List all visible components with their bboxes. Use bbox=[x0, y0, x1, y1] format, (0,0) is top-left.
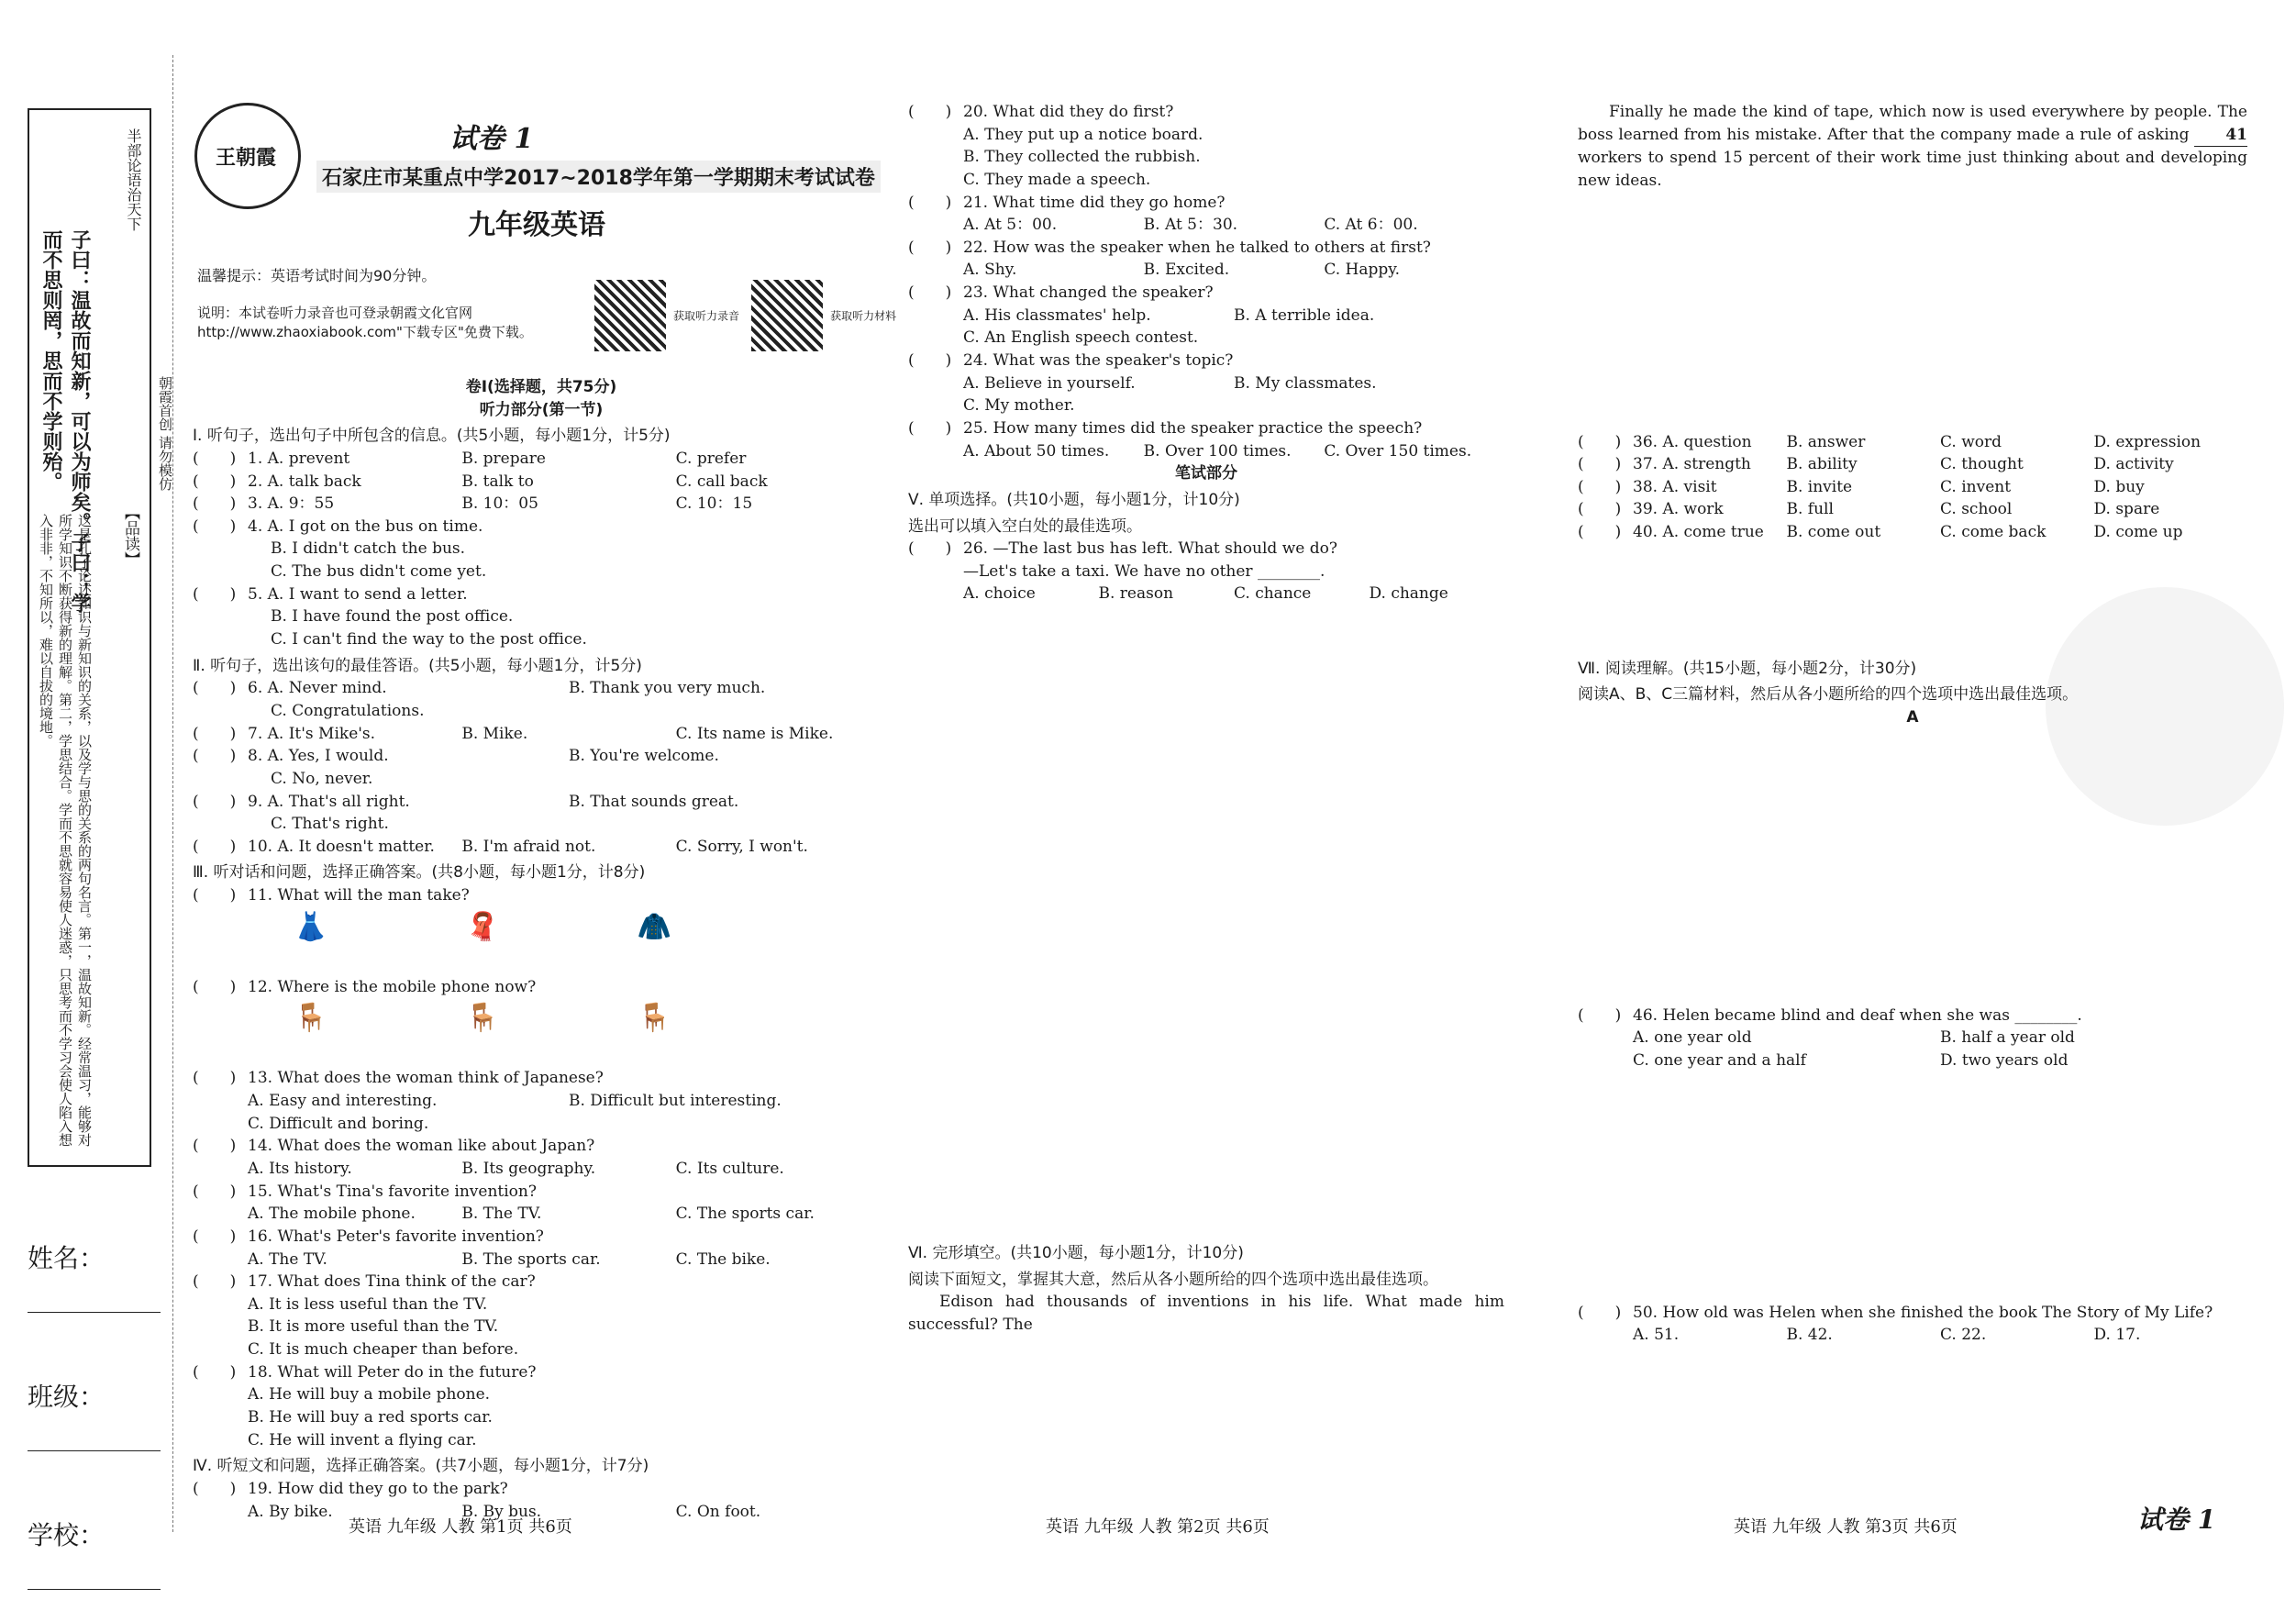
section-heading: Ⅱ. 听句子，选出该句的最佳答语。(共5小题，每小题1分，计5分) bbox=[193, 656, 642, 675]
qr-code-icon[interactable] bbox=[751, 280, 823, 351]
section-instruction: 阅读下面短文，掌握其大意，然后从各小题所给的四个选项中选出最佳选项。 bbox=[908, 1270, 1438, 1289]
page-footer-2: 英语 九年级 人教 第2页 共6页 bbox=[1046, 1517, 1270, 1537]
part-title: 卷Ⅰ(选择题，共75分) bbox=[465, 378, 617, 396]
school-field[interactable]: 学校： bbox=[28, 1460, 161, 1590]
question-25: ( ) 25. How many times did the speaker practice the speech? A. About 50 times. B. Over 100 times. C. Over 150 times. bbox=[908, 418, 1472, 461]
section-heading: Ⅲ. 听对话和问题，选择正确答案。(共8小题，每小题1分，计8分) bbox=[193, 863, 646, 883]
question-11: ( ) 11. What will the man take? bbox=[193, 886, 470, 905]
question-3: ( ) 3. A. 9：55 B. 10：05 C. 10：15 bbox=[193, 494, 753, 514]
question-block-27-35 bbox=[908, 605, 1504, 1238]
section-instruction: 阅读A、B、C三篇材料，然后从各小题所给的四个选项中选出最佳选项。 bbox=[1578, 685, 2079, 705]
question-22: ( ) 22. How was the speaker when he talked to others at first? A. Shy. B. Excited. C. Happy. bbox=[908, 238, 1431, 280]
column-2 bbox=[908, 101, 1504, 1337]
question-18: ( ) 18. What will Peter do in the future? A. He will buy a mobile phone. B. He will buy a red sports car. C. He will invent a flying car. bbox=[193, 1362, 537, 1449]
binding-line bbox=[172, 55, 174, 1532]
question-19: ( ) 19. How did they go to the park? A. By bike. B. By bus. C. On foot. bbox=[193, 1479, 761, 1521]
question-38: ( ) 38. A. visit B. invite C. invent D. buy bbox=[1578, 477, 2145, 496]
question-1: ( ) 1. A. prevent B. prepare C. prefer bbox=[193, 449, 747, 468]
question-46: ( ) 46. Helen became blind and deaf when she was ________. A. one year old B. half a year old C. one year and a half D. two years old bbox=[1578, 1005, 2082, 1070]
cloze-passage: Edison had thousands of inventions in his life. What made him successful? The bbox=[908, 1293, 1504, 1335]
questions-47-49 bbox=[1578, 1072, 2247, 1302]
passage-label: A bbox=[1906, 708, 1919, 727]
question-50: ( ) 50. How old was Helen when she finished the book The Story of My Life? A. 51. B. 42. C. 22. D. 17. bbox=[1578, 1303, 2213, 1345]
sidebar-note: 这是孔子论述知识与新知识的关系，以及学与思的关系的两句名言。第一，温故知新。经常温习，能够对所学知识不断获得新的理解。第二，学思结合。学而不思就容易使人迷惑，只思考而不学习会使人陷入想入非非，不知所以，难以自拔的境地。 bbox=[38, 514, 93, 1147]
question-2: ( ) 2. A. talk back B. talk to C. call back bbox=[193, 472, 768, 491]
cloze-passage-body bbox=[1578, 193, 2247, 431]
name-field[interactable]: 姓名： bbox=[28, 1183, 161, 1313]
part-subtitle: 听力部分(第一节) bbox=[479, 400, 604, 419]
question-13: ( ) 13. What does the woman think of Japanese? A. Easy and interesting. B. Difficult but interesting. C. Difficult and boring. bbox=[193, 1069, 782, 1133]
sidebar-brand: 半部论语治天下 bbox=[125, 128, 142, 231]
question-21: ( ) 21. What time did they go home? A. At 5：00. B. At 5：30. C. At 6：00. bbox=[908, 193, 1418, 235]
logo: 王朝霞 bbox=[194, 103, 301, 209]
question-10: ( ) 10. A. It doesn't matter. B. I'm afraid not. C. Sorry, I won't. bbox=[193, 837, 808, 856]
question-7: ( ) 7. A. It's Mike's. B. Mike. C. Its name is Mike. bbox=[193, 724, 834, 743]
question-6: ( ) 6. A. Never mind. B. Thank you very much. C. Congratulations. bbox=[193, 679, 766, 720]
question-17: ( ) 17. What does Tina think of the car? A. It is less useful than the TV. B. It is more useful than the TV. C. It is much cheaper than before. bbox=[193, 1272, 536, 1360]
subject-title: 九年级英语 bbox=[468, 209, 605, 241]
question-9: ( ) 9. A. That's all right. B. That sounds great. C. That's right. bbox=[193, 792, 739, 834]
question-24: ( ) 24. What was the speaker's topic? A. Believe in yourself. B. My classmates. C. My mother. bbox=[908, 351, 1377, 416]
sidebar-quote: 子曰：温故而知新，可以为师矣。子曰：学而不思则罔，思而不学则殆。 bbox=[39, 229, 91, 613]
chair-pictures: 🪑🪑🪑 bbox=[294, 1002, 810, 1035]
column-1 bbox=[193, 376, 890, 1523]
section-title: 笔试部分 bbox=[1175, 464, 1237, 483]
student-info-block bbox=[28, 1183, 161, 1599]
passage-a-body bbox=[1578, 729, 2247, 1005]
qr-codes: 获取听力录音 获取听力材料 bbox=[587, 280, 896, 351]
section-heading: Ⅴ. 单项选择。(共10小题，每小题1分，计10分) bbox=[908, 490, 1240, 509]
section-heading: Ⅳ. 听短文和问题，选择正确答案。(共7小题，每小题1分，计7分) bbox=[193, 1457, 649, 1476]
page-footer-3: 英语 九年级 人教 第3页 共6页 bbox=[1734, 1517, 1958, 1537]
series-title: 试卷 1 bbox=[449, 123, 534, 155]
column-3 bbox=[1578, 101, 2247, 1347]
question-8: ( ) 8. A. Yes, I would. B. You're welcome. C. No, never. bbox=[193, 747, 719, 788]
note-text: 说明：本试卷听力录音也可登录朝霞文化官网 http://www.zhaoxiabook.com"下载专区"免费下载。 bbox=[197, 305, 533, 340]
sidebar-frame bbox=[28, 108, 151, 1167]
question-15: ( ) 15. What's Tina's favorite invention? A. The mobile phone. B. The TV. C. The sports car. bbox=[193, 1182, 815, 1224]
question-20: ( ) 20. What did they do first? A. They put up a notice board. B. They collected the rubbish. C. They made a speech. bbox=[908, 103, 1203, 189]
tip-text: 温馨提示：英语考试时间为90分钟。 bbox=[197, 267, 437, 284]
section-instruction: 选出可以填入空白处的最佳选项。 bbox=[908, 516, 1142, 536]
cloze-passage-end: Finally he made the kind of tape, which now is used everywhere by people. The boss learned from his mistake. After that the company made a rule of asking 41 workers to spend 15 percent of their work time just thinking about and developing new ideas. bbox=[1578, 103, 2247, 190]
question-26: ( ) 26. —The last bus has left. What should we do? —Let's take a taxi. We have no other ________. A. choice B. reason C. chance D. change bbox=[908, 539, 1448, 604]
questions-41-45 bbox=[1578, 544, 2247, 654]
question-12: ( ) 12. Where is the mobile phone now? bbox=[193, 977, 537, 996]
qr-code-icon[interactable] bbox=[594, 280, 666, 351]
class-field[interactable]: 班级： bbox=[28, 1322, 161, 1451]
sidebar-vertical-note: 朝霞首创 请勿模仿 bbox=[157, 376, 173, 491]
left-sidebar bbox=[28, 108, 151, 1167]
exam-title: 石家庄市某重点中学2017~2018学年第一学期期末考试试卷 bbox=[316, 161, 881, 193]
page-footer-1: 英语 九年级 人教 第1页 共6页 bbox=[349, 1517, 572, 1537]
question-23: ( ) 23. What changed the speaker? A. His classmates' help. B. A terrible idea. C. An English speech contest. bbox=[908, 283, 1375, 348]
sidebar-note-title: 【品读】 bbox=[121, 505, 139, 567]
section-heading: Ⅵ. 完形填空。(共10小题，每小题1分，计10分) bbox=[908, 1244, 1244, 1263]
clothing-pictures: 👗🧣🧥 bbox=[294, 910, 810, 943]
question-36: ( ) 36. A. question B. answer C. word D. expression bbox=[1578, 432, 2202, 451]
question-16: ( ) 16. What's Peter's favorite invention? A. The TV. B. The sports car. C. The bike. bbox=[193, 1227, 771, 1269]
question-39: ( ) 39. A. work B. full C. school D. spare bbox=[1578, 500, 2160, 519]
question-37: ( ) 37. A. strength B. ability C. thought D. activity bbox=[1578, 455, 2174, 474]
section-heading: Ⅰ. 听句子，选出句子中所包含的信息。(共5小题，每小题1分，计5分) bbox=[193, 427, 671, 446]
question-40: ( ) 40. A. come true B. come out C. come back D. come up bbox=[1578, 523, 2183, 542]
section-heading: Ⅶ. 阅读理解。(共15小题，每小题2分，计30分) bbox=[1578, 659, 1917, 678]
question-4: ( ) 4. A. I got on the bus on time. B. I didn't catch the bus. C. The bus didn't come yet. bbox=[193, 516, 487, 582]
corner-badge: 试卷 1 bbox=[2137, 1505, 2216, 1535]
question-14: ( ) 14. What does the woman like about Japan? A. Its history. B. Its geography. C. Its culture. bbox=[193, 1137, 784, 1178]
question-5: ( ) 5. A. I want to send a letter. B. I have found the post office. C. I can't find the way to the post office. bbox=[193, 584, 587, 650]
